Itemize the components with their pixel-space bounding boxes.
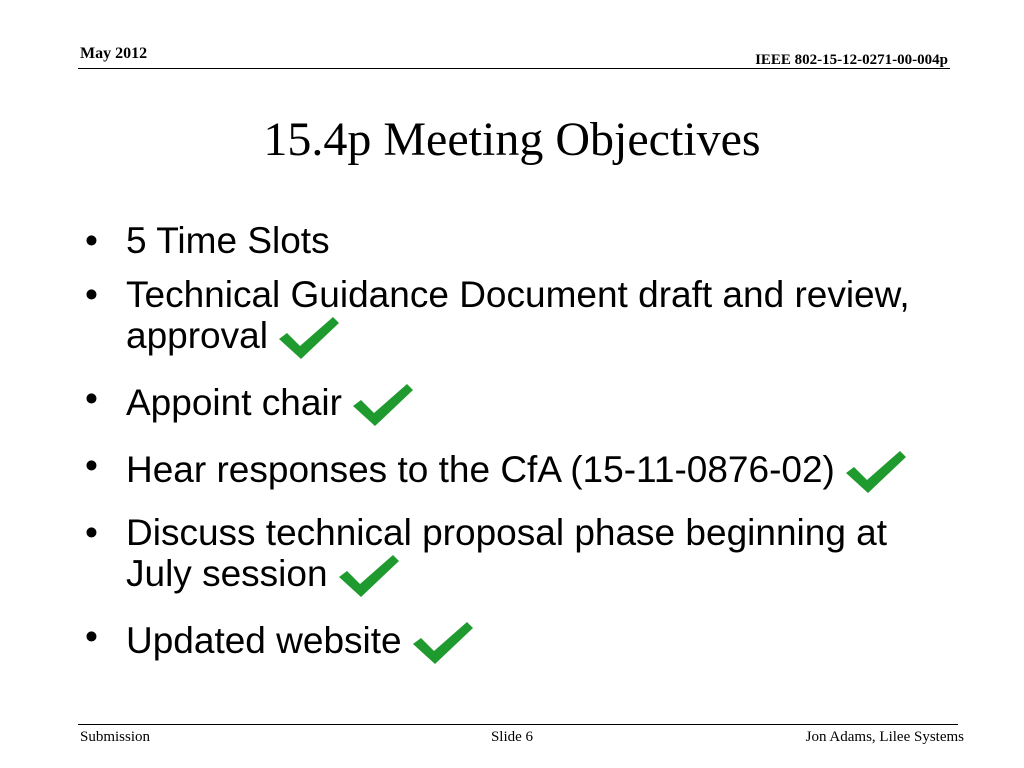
- checkmark-icon: [350, 380, 416, 430]
- bullet-text: Technical Guidance Document draft and review, approval: [126, 274, 910, 356]
- bullet-item: [85, 514, 915, 601]
- footer-submission: Submission: [80, 729, 151, 745]
- bullet-text: Discuss technical proposal phase beginning at July session: [126, 512, 888, 594]
- bullet-marker: •: [85, 445, 98, 486]
- bullet-item: [85, 447, 915, 497]
- checkmark-icon: [410, 618, 476, 668]
- bullet-marker: •: [85, 378, 98, 419]
- checkmark-icon: [336, 551, 402, 601]
- footer-slide-number: Slide 6: [490, 729, 534, 745]
- bullet-list: [85, 222, 915, 685]
- bullet-item: [85, 618, 915, 668]
- bullet-text: Appoint chair: [126, 381, 342, 423]
- bullet-item: [85, 222, 915, 259]
- header-date: May 2012: [80, 45, 148, 62]
- bullet-item: [85, 380, 915, 430]
- footer-author: Jon Adams, Lilee Systems: [805, 729, 964, 745]
- bullet-text: Updated website: [126, 619, 402, 661]
- bullet-marker: •: [85, 616, 98, 657]
- checkmark-icon: [276, 313, 342, 363]
- header-document-id: IEEE 802-15-12-0271-00-004p: [755, 52, 948, 68]
- bullet-marker: •: [85, 274, 98, 315]
- checkmark-icon: [843, 447, 909, 497]
- bullet-text: 5 Time Slots: [126, 220, 330, 261]
- bullet-item: [85, 276, 915, 363]
- footer-rule: [78, 724, 958, 725]
- bullet-text: Hear responses to the CfA (15-11-0876-02): [126, 448, 835, 490]
- bullet-marker: •: [85, 512, 98, 553]
- bullet-marker: •: [85, 220, 98, 261]
- slide-title: 15.4p Meeting Objectives: [263, 113, 761, 166]
- header-rule: [78, 68, 950, 69]
